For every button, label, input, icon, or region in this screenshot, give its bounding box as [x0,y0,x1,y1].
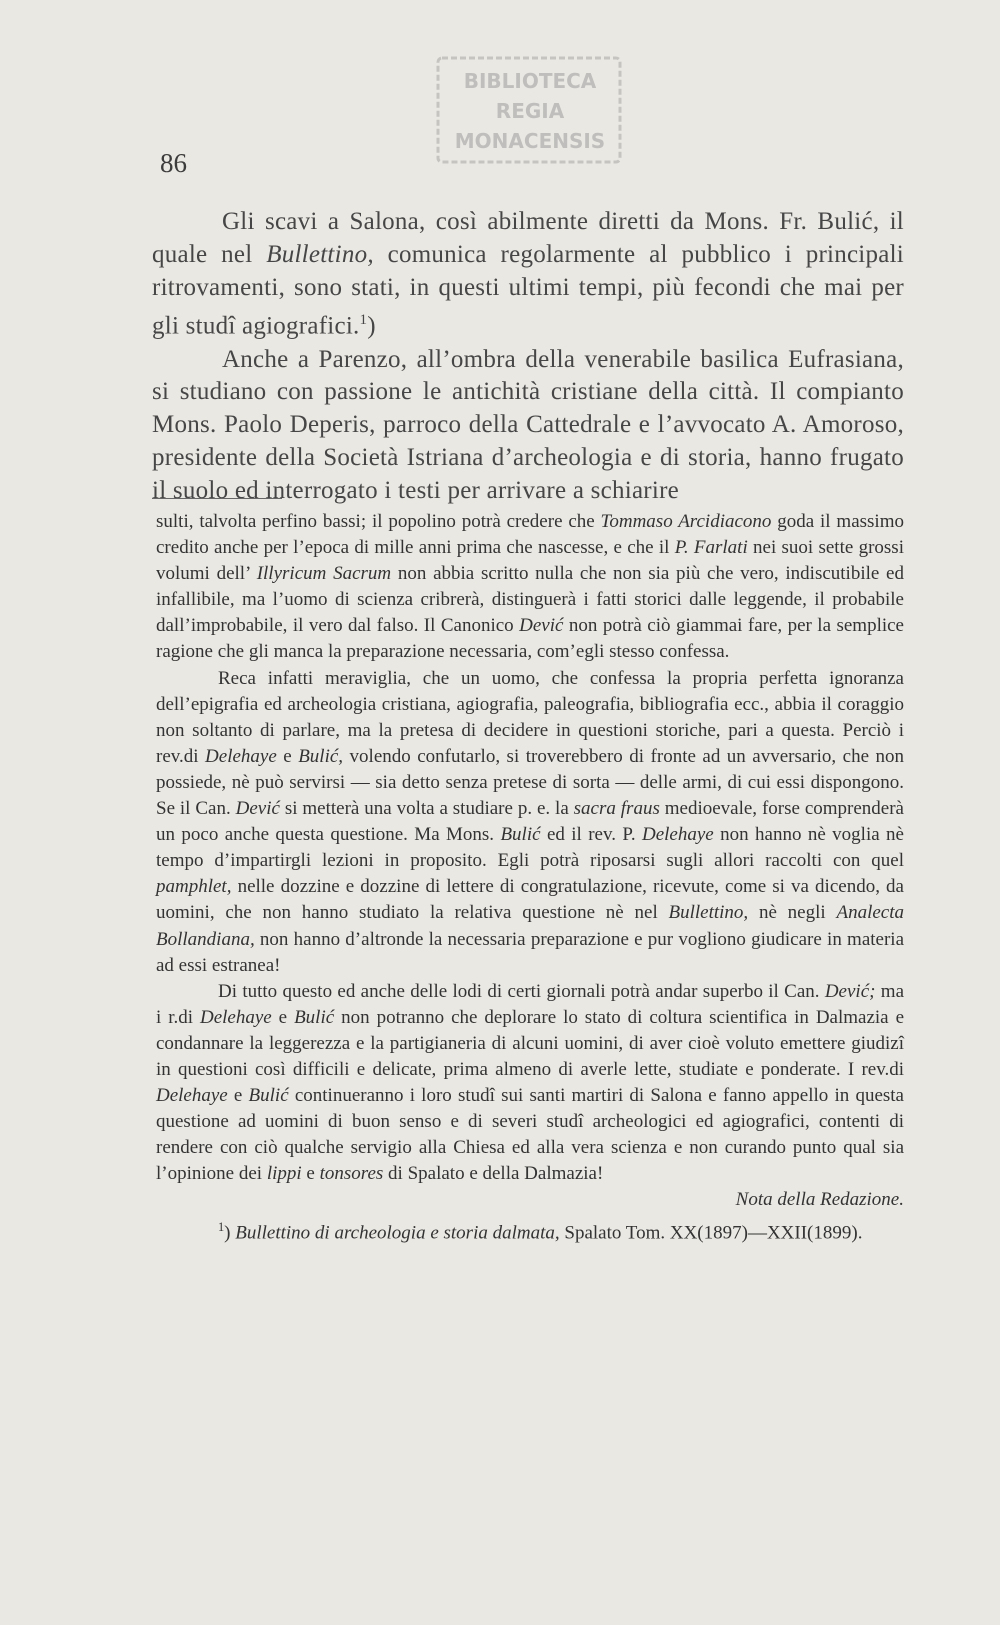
note-paragraph-1: sulti, talvolta perfino bassi; il popolino potrà credere che Tommaso Arcidiacono goda il massimo credito anche per l’epoca di mille anni prima che nascesse, e che il P. Farlati nei suoi sette grossi volumi dell’ Illyricum Sacrum non abbia scritto nulla che non sia più che vero, indiscutibile ed infallibile, ma l’uomo di scienza cribrerà, distinguerà i fatti storici dalle leggende, il probabile dall’improbabile, il vero dal falso. Il Canonico Dević non potrà ciò giammai fare, per la semplice ragione che gli manca la preparazione necessaria, com’egli stesso confessa. [156,511,904,663]
main-paragraph-2: Anche a Parenzo, all’ombra della venerabile basilica Eufrasiana, si studiano con passione le antichità cristiane della città. Il compianto Mons. Paolo Deperis, parroco della Cattedrale e l’avvocato A. Amoroso, presidente della Società Istriana d’archeologia e di storia, hanno frugato il suolo ed interrogato i testi per arrivare a schiarire [152,345,904,504]
stamp-line-1: BIBLIOTECA [463,69,597,93]
note-paragraph-2: Reca infatti meraviglia, che un uomo, che confessa la propria perfetta ignoranza dell’epigrafia ed archeologia cristiana, agiografia, paleografia, bibliografia ecc., abbia il coraggio non soltanto di parlare, ma la pretesa di decidere in questioni storiche, pari a questa. Perciò i rev.di Delehaye e Bulić, volendo confutarlo, si troverebbero di fronte ad un avversario, che non possiede, nè può servirsi — sia detto senza pretese di sorta — delle armi, di cui essi dispongono. Se il Can. Dević si metterà una volta a studiare p. e. la sacra fraus medioevale, forse comprenderà un poco anche questa questione. Ma Mons. Bulić ed il rev. P. Delehaye non hanno nè voglia nè tempo d’impartirgli lezioni in proposito. Egli potrà riposarsi sugli allori raccolti con quel pamphlet, nelle dozzine e dozzine di lettere di congratulazione, ricevute, come si va dicendo, da uomini, che non hanno studiato la relativa questione nè nel Bullettino, nè negli Analecta Bollandiana, non hanno d’altronde la necessaria preparazione e pur vogliono giudicare in materia ad essi estranea! [156,667,905,976]
footnote-number: 1 [218,1219,225,1234]
stamp-line-3: MONACENSIS [454,129,606,153]
library-stamp [432,50,628,170]
editorial-note [156,509,904,1246]
main-paragraph-1: Gli scavi a Salona, così abilmente diretti da Mons. Fr. Bulić, il quale nel Bullettino, comunica regolarmente al pubblico i principali ritrovamenti, sono stati, in questi ultimi tempi, più fecondi che mai per gli studî agiografici.$^1$) [152,208,904,340]
footnote-marker: 1 [359,312,368,329]
stamp-line-2: REGIA [495,99,565,123]
page-number: 86 [160,148,187,178]
main-text [152,206,904,508]
footnote: $^1$) Bullettino di archeologia e storia dalmata, Spalato Tom. XX(1897)—XXII(1899). [218,1219,863,1243]
note-paragraph-3: Di tutto questo ed anche delle lodi di certi giornali potrà andar superbo il Can. Dević; ma i r.di Delehaye e Bulić non potranno che deplorare lo stato di coltura scientifica in Dalmazia e condannare la leggerezza e la partigianeria di alcuni uomini, di aver cioè voluto emettere giudizî in questioni così difficili e delicate, prima almeno di averle lette, studiate e ponderate. I rev.di Delehaye e Bulić continueranno i loro studî sui santi martiri di Salona e fanno appello in questa questione ad uomini di buon senso e di severi studî archeologici ed agiografici, contenti di rendere con ciò qualche servigio alla Chiesa ed alla vera scienza e non curando punto qual sia l’opinione dei lippi e tonsores di Spalato e della Dalmazia! Nota della Redazione. [156,979,904,1214]
footnote-divider [152,498,282,499]
note-signature: Nota della Redazione. [735,1189,904,1211]
